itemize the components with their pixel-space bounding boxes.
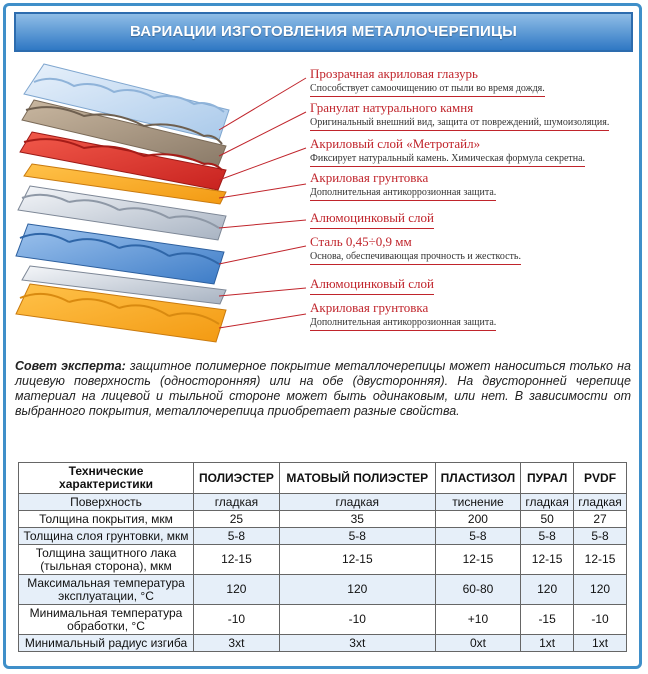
table-cell: Толщина слоя грунтовки, мкм — [19, 528, 194, 545]
table-cell: +10 — [435, 605, 520, 635]
layer-label-primer-bottom — [310, 300, 496, 331]
layer-desc: Фиксирует натуральный камень. Химическая формула секретна. — [310, 153, 586, 164]
table-cell: 1xt — [521, 635, 574, 652]
table-cell: 200 — [435, 511, 520, 528]
table-cell: 12-15 — [574, 545, 627, 575]
table-cell: 60-80 — [435, 575, 520, 605]
table-cell: -10 — [574, 605, 627, 635]
table-cell: Максимальная температура эксплуатации, °С — [19, 575, 194, 605]
table-cell: -10 — [279, 605, 435, 635]
table-cell: Минимальный радиус изгиба — [19, 635, 194, 652]
layer-label-steel — [310, 234, 521, 265]
banner-title: ВАРИАЦИИ ИЗГОТОВЛЕНИЯ МЕТАЛЛОЧЕРЕПИЦЫ — [130, 23, 517, 40]
table-cell: 3xt — [194, 635, 280, 652]
banner — [14, 12, 633, 52]
table-cell: гладкая — [574, 494, 627, 511]
table-cell: 5-8 — [194, 528, 280, 545]
table-cell: Поверхность — [19, 494, 194, 511]
layer-title: Сталь 0,45÷0,9 мм — [310, 234, 412, 249]
table-row — [19, 635, 627, 652]
coating-spec-table — [18, 462, 627, 652]
layer-label-alucink-top — [310, 210, 434, 229]
table-header-cell: ПЛАСТИЗОЛ — [435, 463, 520, 494]
expert-tip — [15, 359, 631, 419]
table-cell: -10 — [194, 605, 280, 635]
layer-title: Алюмоцинковый слой — [310, 276, 434, 291]
table-cell: тиснение — [435, 494, 520, 511]
table-header-cell: ПУРАЛ — [521, 463, 574, 494]
layer-title: Алюмоцинковый слой — [310, 210, 434, 225]
tip-text: защитное полимерное покрытие металлочерепицы может наноситься только на лицевую поверхность (односторонняя) или на обе (двусторонняя). На двусторонней черепице материал на лицевой и тыльной стороне может быть одинаковым, или нет. В зависимости от выбранного покрытия, металлочерепица приобретает разные свойства. — [15, 359, 631, 418]
table-cell: гладкая — [279, 494, 435, 511]
layer-title: Акриловый слой «Метротайл» — [310, 136, 481, 151]
table-cell: 5-8 — [279, 528, 435, 545]
layer-desc: Дополнительная антикоррозионная защита. — [310, 187, 497, 198]
layer-title: Акриловая грунтовка — [310, 300, 429, 315]
layer-label-primer-top — [310, 170, 496, 201]
table-cell: 5-8 — [574, 528, 627, 545]
table-cell: 5-8 — [435, 528, 520, 545]
table-header-cell: PVDF — [574, 463, 627, 494]
table-row — [19, 511, 627, 528]
table-row — [19, 605, 627, 635]
table-cell: 120 — [194, 575, 280, 605]
layer-desc: Дополнительная антикоррозионная защита. — [310, 317, 497, 328]
table-cell: 50 — [521, 511, 574, 528]
table-cell: -15 — [521, 605, 574, 635]
table-cell: гладкая — [521, 494, 574, 511]
table-cell: 27 — [574, 511, 627, 528]
table-cell: 0xt — [435, 635, 520, 652]
layers-illustration — [14, 52, 633, 350]
table-cell: Минимальная температура обработки, °С — [19, 605, 194, 635]
layer-label-metrotile — [310, 136, 585, 167]
table-cell: 12-15 — [521, 545, 574, 575]
table-cell: гладкая — [194, 494, 280, 511]
table-cell: 1xt — [574, 635, 627, 652]
tip-lead: Совет эксперта: — [15, 359, 126, 373]
layer-title: Прозрачная акриловая глазурь — [310, 66, 478, 81]
table-cell: 25 — [194, 511, 280, 528]
table-cell: Толщина защитного лака (тыльная сторона), мкм — [19, 545, 194, 575]
table-cell: 120 — [574, 575, 627, 605]
table-cell: 5-8 — [521, 528, 574, 545]
table-header-cell: МАТОВЫЙ ПОЛИЭСТЕР — [279, 463, 435, 494]
layer-desc: Основа, обеспечивающая прочность и жесткость. — [310, 251, 521, 262]
layer-title: Акриловая грунтовка — [310, 170, 429, 185]
table-cell: 12-15 — [194, 545, 280, 575]
layer-label-stone — [310, 100, 609, 131]
table-cell: 3xt — [279, 635, 435, 652]
layer-desc: Оригинальный внешний вид, защита от повреждений, шумоизоляция. — [310, 117, 610, 128]
table-row — [19, 528, 627, 545]
table-row — [19, 575, 627, 605]
table-cell: 12-15 — [279, 545, 435, 575]
table-cell: Толщина покрытия, мкм — [19, 511, 194, 528]
pointer-lines — [219, 78, 306, 328]
table-header-cell: Технические характеристики — [19, 463, 194, 494]
table-cell: 35 — [279, 511, 435, 528]
layer-label-glaze — [310, 66, 545, 97]
table-header-row — [19, 463, 627, 494]
table-cell: 120 — [521, 575, 574, 605]
layer-desc: Способствует самоочищению от пыли во время дождя. — [310, 83, 545, 94]
table-header-cell: ПОЛИЭСТЕР — [194, 463, 280, 494]
layer-label-alucink-bottom — [310, 276, 434, 295]
table-row — [19, 545, 627, 575]
layer-title: Гранулат натурального камня — [310, 100, 474, 115]
table-cell: 120 — [279, 575, 435, 605]
table-row — [19, 494, 627, 511]
table-cell: 12-15 — [435, 545, 520, 575]
